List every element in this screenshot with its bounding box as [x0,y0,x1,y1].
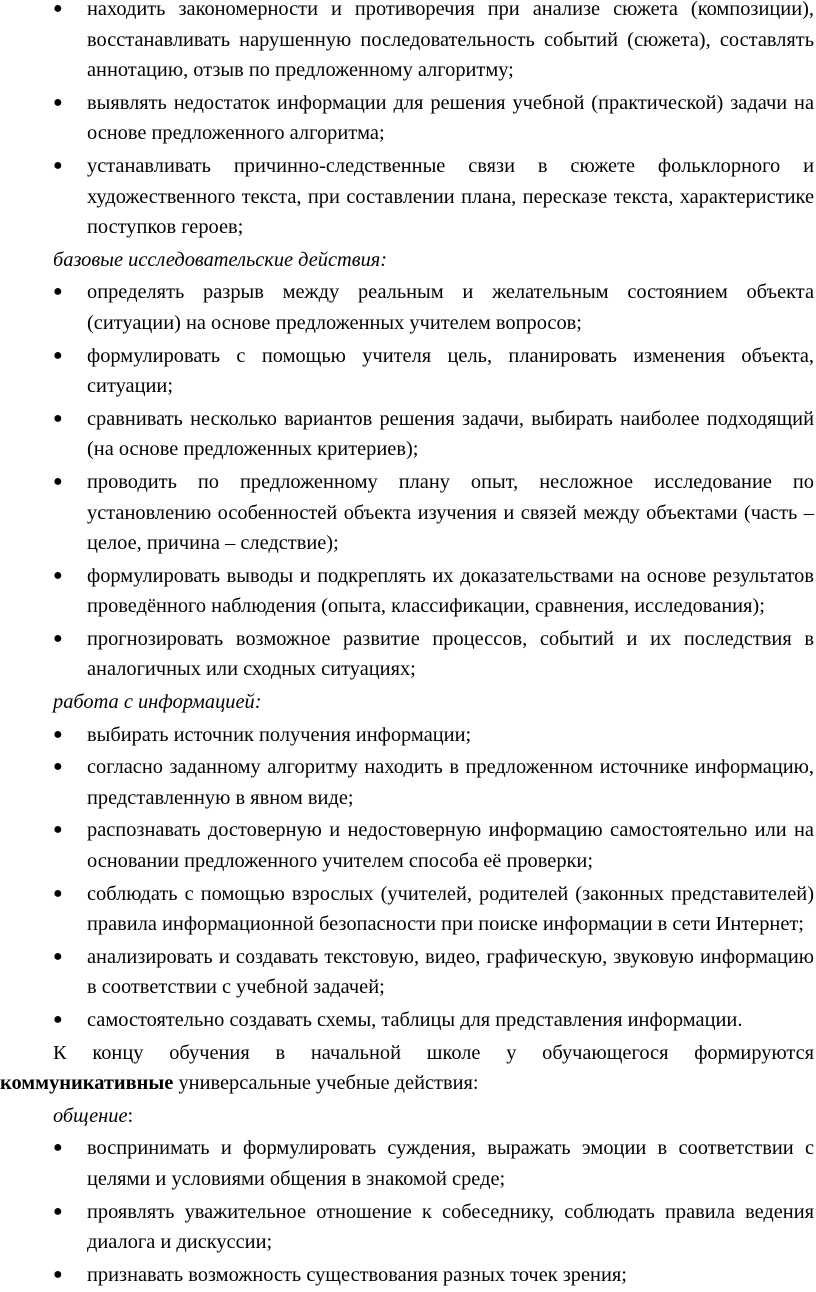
bullet-icon: ● [53,725,63,743]
list-item [0,341,816,402]
bullet-icon: ● [53,283,63,301]
bullet-icon: ● [53,947,63,965]
paragraph-first-line: К концу обучения в начальной школе у обучающегося формируются [53,1041,814,1064]
bullet-icon: ● [53,1202,63,1220]
paragraph-rest [0,1068,814,1099]
bullet-icon: ● [53,629,63,647]
list-item [0,88,816,149]
bullet-icon: ● [53,1011,63,1028]
heading-colon: : [127,1104,134,1127]
list-item [0,277,816,338]
section-heading-communication [0,1101,816,1132]
list-item-text: признавать возможность существования разных точек зрения; [87,1263,627,1286]
section-heading-research: базовые исследовательские действия: [53,248,388,271]
list-item [0,0,816,86]
list-item [0,720,816,751]
bullet-icon: ● [53,1139,63,1157]
bullet-icon: ● [53,93,63,111]
bold-term: коммуникативные [0,1072,174,1095]
list-item-text: проявлять уважительное отношение к собеседнику, соблюдать правила ведения диалога и дискуссии; [87,1200,814,1254]
paragraph-communicative [0,1038,816,1099]
bullet-icon: ● [53,0,63,17]
list-item-text: находить закономерности и противоречия при анализе сюжета (композиции), восстанавливать нарушенную последовательность событий (сюжета), составлять аннотацию, отзыв по предложенному алгоритму; [87,0,814,82]
list-item-text: формулировать с помощью учителя цель, планировать изменения объекта, ситуации; [87,344,814,398]
list-item-text: анализировать и создавать текстовую, видео, графическую, звуковую информацию в соответствии с учебной задачей; [87,945,814,999]
list-item [0,151,816,243]
list-item-text: прогнозировать возможное развитие процессов, событий и их последствия в аналогичных или сходных ситуациях; [87,627,814,681]
bullet-icon: ● [53,758,63,776]
list-item-text: воспринимать и формулировать суждения, выражать эмоции в соответствии с целями и условиями общения в знакомой среде; [87,1137,814,1190]
list-item [0,942,816,1003]
list-item [0,815,816,876]
bullet-icon: ● [53,1265,63,1283]
list-item [0,561,816,622]
bullet-icon: ● [53,156,63,174]
list-item [0,1133,816,1194]
list-item-text: определять разрыв между реальным и желательным состоянием объекта (ситуации) на основе предложенных учителем вопросов; [87,281,814,334]
list-item-text: выявлять недостаток информации для решения учебной (практической) задачи на основе предложенного алгоритма; [87,91,814,145]
list-item-text: устанавливать причинно-следственные связи в сюжете фольклорного и художественного текста, при составлении плана, пересказе текста, характеристике поступков героев; [87,154,814,239]
list-item [0,467,816,559]
list-item-text: проводить по предложенному плану опыт, несложное исследование по установлению особенностей объекта изучения и связей между объектами (часть – целое, причина – следствие); [87,470,814,555]
paragraph-tail: универсальные учебные действия: [173,1072,479,1095]
list-item [0,879,816,940]
list-item-text: сравнивать несколько вариантов решения задачи, выбирать наиболее подходящий (на основе предложенных критериев); [87,407,814,461]
bullet-icon: ● [53,409,63,427]
bullet-icon: ● [53,821,63,839]
list-item [0,404,816,465]
bullet-icon: ● [53,884,63,902]
bullet-icon: ● [53,346,63,364]
list-item-text: самостоятельно создавать схемы, таблицы для представления информации. [87,1009,743,1031]
list-item [0,1260,816,1291]
section-heading-info: работа с информацией: [53,691,262,714]
list-item [0,752,816,813]
bullet-icon: ● [53,472,63,490]
bullet-icon: ● [53,566,63,584]
list-item-text: распознавать достоверную и недостоверную информацию самостоятельно или на основании предложенного учителем способа её проверки; [87,819,814,873]
list-item-text: соблюдать с помощью взрослых (учителей, родителей (законных представителей) правила информационной безопасности при поиске информации в сети Интернет; [87,882,814,936]
list-item [0,1005,816,1036]
list-item-text: формулировать выводы и подкреплять их доказательствами на основе результатов проведённого наблюдения (опыта, классификации, сравнения, исследования); [87,564,814,618]
list-item [0,1197,816,1258]
list-item-text: согласно заданному алгоритму находить в предложенном источнике информацию, представленную в явном виде; [87,756,814,809]
heading-italic-term: общение [53,1104,128,1127]
list-item-text: выбирать источник получения информации; [87,723,472,746]
list-item [0,624,816,685]
